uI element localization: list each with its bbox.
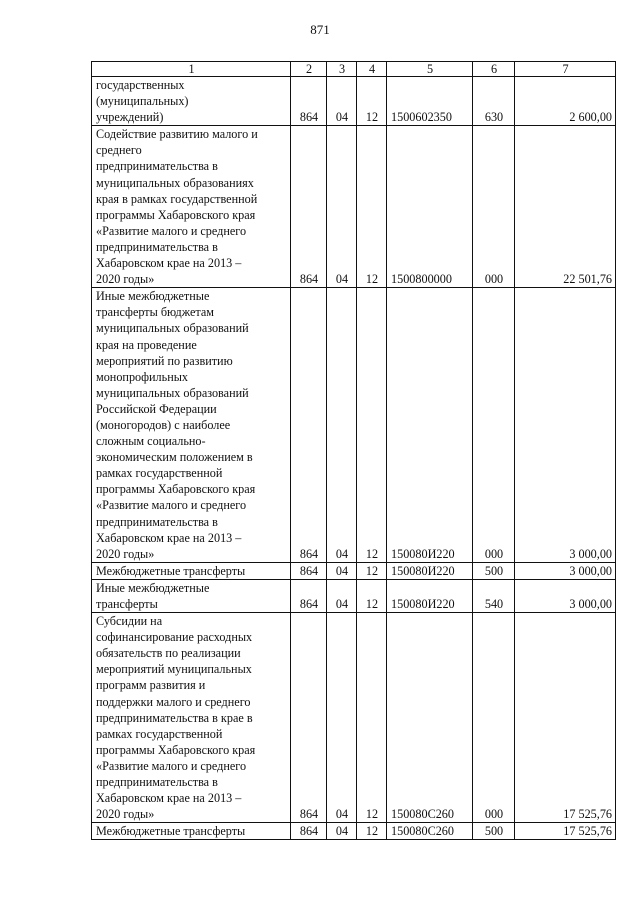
subsection-code-cell: 12: [357, 823, 387, 840]
target-article-cell: 150080С260: [387, 823, 473, 840]
table-row: [92, 613, 616, 823]
grbs-code-cell: 864: [291, 288, 327, 563]
amount-cell: 3 000,00: [515, 579, 616, 612]
subsection-code-cell: 12: [357, 579, 387, 612]
amount-cell: 2 600,00: [515, 77, 616, 126]
table-row: [92, 562, 616, 579]
header-cell: 3: [327, 62, 357, 77]
grbs-code-cell: 864: [291, 579, 327, 612]
budget-table: [91, 61, 616, 840]
row-name-cell: Межбюджетные трансферты: [92, 562, 291, 579]
table-row: [92, 823, 616, 840]
target-article-cell: 150080И220: [387, 579, 473, 612]
header-cell: 1: [92, 62, 291, 77]
amount-cell: 17 525,76: [515, 823, 616, 840]
target-article-cell: 1500800000: [387, 126, 473, 288]
section-code-cell: 04: [327, 613, 357, 823]
table-row: [92, 288, 616, 563]
row-name-cell: Иные межбюджетные трансферты: [92, 579, 291, 612]
grbs-code-cell: 864: [291, 613, 327, 823]
grbs-code-cell: 864: [291, 562, 327, 579]
expense-type-cell: 540: [473, 579, 515, 612]
section-code-cell: 04: [327, 126, 357, 288]
section-code-cell: 04: [327, 77, 357, 126]
target-article-cell: 150080С260: [387, 613, 473, 823]
amount-cell: 22 501,76: [515, 126, 616, 288]
row-name-cell: Иные межбюджетные трансферты бюджетам муниципальных образований края на проведение мероприятий по развитию монопрофильных муниципальных образований Российской Федерации (моногородов) с наиболее сложным социально- экономическим положением в рамках государственной программы Хабаровского края «Развитие малого и среднего предпринимательства в Хабаровском крае на 2013 – 2020 годы»: [92, 288, 291, 563]
header-cell: 7: [515, 62, 616, 77]
table-header-row: [92, 62, 616, 77]
section-code-cell: 04: [327, 288, 357, 563]
target-article-cell: 150080И220: [387, 288, 473, 563]
grbs-code-cell: 864: [291, 823, 327, 840]
expense-type-cell: 000: [473, 288, 515, 563]
header-cell: 4: [357, 62, 387, 77]
section-code-cell: 04: [327, 579, 357, 612]
subsection-code-cell: 12: [357, 613, 387, 823]
section-code-cell: 04: [327, 823, 357, 840]
section-code-cell: 04: [327, 562, 357, 579]
expense-type-cell: 630: [473, 77, 515, 126]
row-name-cell: Содействие развитию малого и среднего предпринимательства в муниципальных образованиях края в рамках государственной программы Хабаровского края «Развитие малого и среднего предпринимательства в Хабаровском крае на 2013 – 2020 годы»: [92, 126, 291, 288]
page-number: 871: [310, 22, 330, 37]
amount-cell: 17 525,76: [515, 613, 616, 823]
table-row: [92, 579, 616, 612]
subsection-code-cell: 12: [357, 77, 387, 126]
expense-type-cell: 000: [473, 126, 515, 288]
amount-cell: 3 000,00: [515, 562, 616, 579]
table-row: [92, 77, 616, 126]
target-article-cell: 1500602350: [387, 77, 473, 126]
amount-cell: 3 000,00: [515, 288, 616, 563]
row-name-cell: государственных (муниципальных) учреждений): [92, 77, 291, 126]
row-name-cell: Субсидии на софинансирование расходных обязательств по реализации мероприятий муниципальных программ развития и поддержки малого и среднего предпринимательства в крае в рамках государственной программы Хабаровского края «Развитие малого и среднего предпринимательства в Хабаровском крае на 2013 – 2020 годы»: [92, 613, 291, 823]
grbs-code-cell: 864: [291, 77, 327, 126]
subsection-code-cell: 12: [357, 562, 387, 579]
expense-type-cell: 500: [473, 562, 515, 579]
row-name-cell: Межбюджетные трансферты: [92, 823, 291, 840]
grbs-code-cell: 864: [291, 126, 327, 288]
header-cell: 6: [473, 62, 515, 77]
subsection-code-cell: 12: [357, 288, 387, 563]
table-row: [92, 126, 616, 288]
expense-type-cell: 000: [473, 613, 515, 823]
header-cell: 5: [387, 62, 473, 77]
target-article-cell: 150080И220: [387, 562, 473, 579]
header-cell: 2: [291, 62, 327, 77]
subsection-code-cell: 12: [357, 126, 387, 288]
expense-type-cell: 500: [473, 823, 515, 840]
